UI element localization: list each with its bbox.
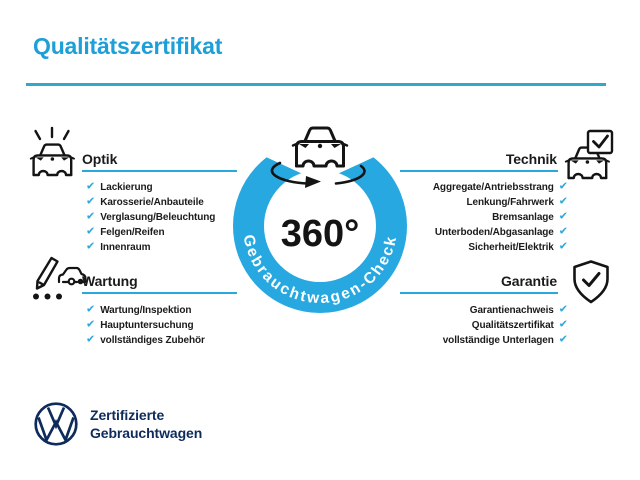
emblem-ring-label: Gebrauchtwagen-Check: [239, 233, 401, 308]
check-icon: ✔: [558, 318, 568, 331]
checklist-wartung: [86, 303, 205, 348]
checklist-item: ✔ Garantienachweis: [469, 303, 568, 316]
checklist-item: ✔ Innenraum: [86, 240, 151, 253]
section-underline-garantie: [400, 292, 558, 294]
pencil-icon: [37, 258, 58, 289]
check-icon: ✔: [558, 210, 568, 223]
checklist-item: ✔ Sicherheit/Elektrik: [468, 240, 568, 253]
check-icon: ✔: [86, 210, 96, 223]
check-icon: ✔: [86, 240, 96, 253]
check-icon: ✔: [558, 225, 568, 238]
checklist-item: ✔ Unterboden/Abgasanlage: [434, 225, 568, 238]
footer-brand-text: [90, 406, 202, 442]
emblem-ring-notch: [203, 128, 437, 182]
check-icon: ✔: [86, 318, 96, 331]
emblem-360: [203, 128, 437, 307]
check-icon: ✔: [558, 240, 568, 253]
checklist-item: ✔ Bremsanlage: [492, 210, 568, 223]
checklist-item: ✔ Aggregate/Antriebsstrang: [432, 180, 568, 193]
section-title-optik: Optik: [82, 151, 118, 167]
checklist-item: ✔ Wartung/Inspektion: [86, 303, 192, 316]
header-divider: [26, 83, 606, 86]
footer-brand-line2: Gebrauchtwagen: [90, 425, 203, 441]
section-title-wartung: Wartung: [82, 273, 138, 289]
section-underline-technik: [400, 170, 558, 172]
check-icon: ✔: [558, 180, 568, 193]
checklist-item: ✔ Lenkung/Fahrwerk: [466, 195, 568, 208]
check-icon: ✔: [558, 195, 568, 208]
checkbox-icon: [588, 131, 612, 153]
section-underline-wartung: [82, 292, 237, 294]
car-checkbox-icon: [566, 131, 612, 178]
check-icon: ✔: [86, 195, 96, 208]
footer-brand-line1: Zertifizierte: [90, 407, 165, 423]
checklist-item: ✔ vollständige Unterlagen: [442, 333, 568, 346]
checklist-optik: [86, 180, 215, 255]
car-shine-icon: [31, 128, 74, 175]
check-icon: ✔: [558, 303, 568, 316]
checklist-technik: [433, 180, 568, 255]
check-icon: ✔: [86, 180, 96, 193]
checklist-item: ✔ Hauptuntersuchung: [86, 318, 194, 331]
shield-check-icon: [575, 262, 608, 303]
check-icon: ✔: [86, 225, 96, 238]
section-title-technik: Technik: [505, 151, 557, 167]
dots-icon: [33, 294, 62, 300]
checklist-item: ✔ Verglasung/Beleuchtung: [86, 210, 216, 223]
vw-logo-icon: [36, 404, 77, 445]
checklist-item: ✔ Felgen/Reifen: [86, 225, 165, 238]
checklist-item: ✔ vollständiges Zubehör: [86, 333, 205, 346]
check-icon: ✔: [86, 303, 96, 316]
service-record-icon: [33, 258, 86, 300]
page-title: Qualitätszertifikat: [33, 33, 223, 59]
checklist-item: ✔ Qualitätszertifikat: [471, 318, 568, 331]
checklist-item: ✔ Lackierung: [86, 180, 153, 193]
check-icon: ✔: [558, 333, 568, 346]
section-underline-optik: [82, 170, 237, 172]
emblem-degree-label: 360°: [280, 213, 360, 255]
checklist-item: ✔ Karosserie/Anbauteile: [86, 195, 204, 208]
check-icon: ✔: [86, 333, 96, 346]
checklist-garantie: [443, 303, 568, 348]
section-title-garantie: Garantie: [501, 273, 557, 289]
